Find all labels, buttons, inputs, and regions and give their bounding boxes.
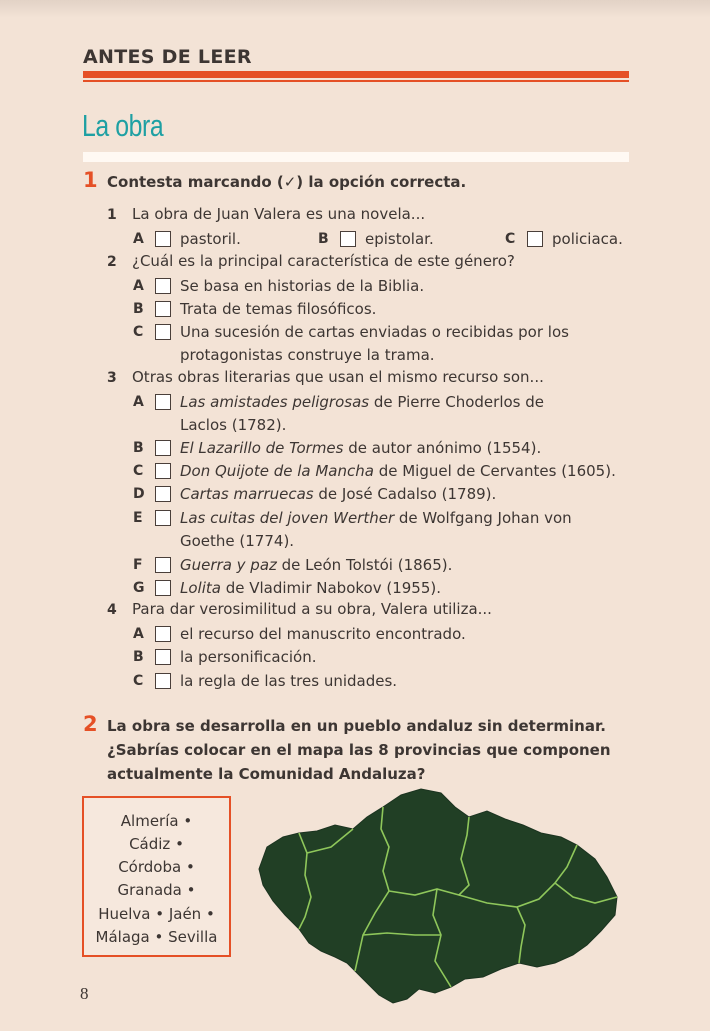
option-letter: B <box>133 649 144 665</box>
book-title: Cartas marruecas <box>180 485 314 503</box>
option-letter: D <box>133 486 145 502</box>
checkbox[interactable] <box>155 278 171 294</box>
q3-option-b[interactable] <box>133 439 541 460</box>
option-letter: C <box>133 673 144 689</box>
book-author: de José Cadalso (1789). <box>313 485 497 503</box>
q3-option-g[interactable] <box>133 579 441 600</box>
exercise-2-line-2: ¿Sabrías colocar en el mapa las 8 provincias que componen <box>107 741 611 759</box>
checkbox[interactable] <box>155 301 171 317</box>
option-text <box>180 391 544 437</box>
option-text <box>180 554 452 577</box>
section-rule-thick <box>83 71 629 78</box>
q4-option-b[interactable] <box>133 648 316 669</box>
q2-option-c[interactable] <box>133 323 569 367</box>
option-text: policiaca. <box>552 230 623 248</box>
option-text: pastoril. <box>180 230 241 248</box>
book-title: Don Quijote de la Mancha <box>180 462 374 480</box>
heading-underline-band <box>83 152 629 162</box>
book-author: de Miguel de Cervantes (1605). <box>373 462 616 480</box>
book-author: de autor anónimo (1554). <box>343 439 542 457</box>
option-letter: B <box>318 231 329 247</box>
book-title: Guerra y paz <box>180 556 277 574</box>
option-text <box>180 483 496 506</box>
question-3-number: 3 <box>107 370 117 386</box>
checkbox[interactable] <box>155 626 171 642</box>
q1-option-c[interactable] <box>505 230 623 251</box>
exercise-1-instruction: Contesta marcando (✓) la opción correcta. <box>107 173 467 191</box>
option-letter: B <box>133 440 144 456</box>
option-text: la regla de las tres unidades. <box>180 672 398 690</box>
checkbox[interactable] <box>155 649 171 665</box>
q4-option-c[interactable] <box>133 672 397 693</box>
book-author: de Vladimir Nabokov (1955). <box>220 579 441 597</box>
book-title: El Lazarillo de Tormes <box>180 439 344 457</box>
checkbox[interactable] <box>155 486 171 502</box>
checkbox[interactable] <box>155 394 171 410</box>
option-text: Trata de temas filosóficos. <box>180 300 377 318</box>
section-rule-thin <box>83 80 629 82</box>
option-text: Se basa en historias de la Biblia. <box>180 277 425 295</box>
book-author: de Pierre Choderlos de <box>369 393 544 411</box>
option-letter: A <box>133 394 144 410</box>
checkbox[interactable] <box>155 673 171 689</box>
option-text: la personificación. <box>180 648 317 666</box>
option-letter: E <box>133 510 143 526</box>
checkbox[interactable] <box>155 463 171 479</box>
option-letter: C <box>505 231 516 247</box>
option-letter: G <box>133 580 145 596</box>
checkbox[interactable] <box>155 580 171 596</box>
book-author: de Wolfgang Johan von <box>394 509 572 527</box>
book-title: Las amistades peligrosas <box>180 393 370 411</box>
option-text-line2: protagonistas construye la trama. <box>180 346 435 364</box>
exercise-2-number: 2 <box>83 712 98 736</box>
q3-option-e[interactable] <box>133 509 572 553</box>
book-title: Las cuitas del joven Werther <box>180 509 395 527</box>
checkbox[interactable] <box>155 231 171 247</box>
option-text: epistolar. <box>365 230 434 248</box>
option-letter: C <box>133 463 144 479</box>
option-text <box>180 460 616 483</box>
option-letter: C <box>133 324 144 340</box>
province-list-item: Cádiz • <box>129 835 184 853</box>
option-text <box>180 507 572 553</box>
andalusia-map <box>255 785 625 1005</box>
question-2-number: 2 <box>107 254 117 270</box>
checkbox[interactable] <box>155 510 171 526</box>
question-4-number: 4 <box>107 602 117 618</box>
q2-option-b[interactable] <box>133 300 376 321</box>
option-letter: B <box>133 301 144 317</box>
q2-option-a[interactable] <box>133 277 424 298</box>
q3-option-f[interactable] <box>133 556 452 577</box>
province-list-item: Almería • <box>120 812 193 830</box>
option-letter: A <box>133 278 144 294</box>
andalusia-outline <box>259 789 617 1003</box>
option-text <box>180 437 541 460</box>
exercise-2-line-1: La obra se desarrolla en un pueblo andaluz sin determinar. <box>107 717 606 735</box>
book-author-line2: Laclos (1782). <box>180 416 287 434</box>
q3-option-c[interactable] <box>133 462 616 483</box>
page-heading: La obra <box>82 108 164 143</box>
option-text <box>180 321 569 367</box>
q1-option-a[interactable] <box>133 230 241 251</box>
question-4-text: Para dar verosimilitud a su obra, Valera utiliza... <box>132 600 492 618</box>
page-number: 8 <box>80 984 89 1003</box>
q3-option-a[interactable] <box>133 393 544 437</box>
option-letter: A <box>133 231 144 247</box>
book-author-line2: Goethe (1774). <box>180 532 295 550</box>
province-list-item: Granada • <box>117 881 196 899</box>
question-3-text: Otras obras literarias que usan el mismo recurso son... <box>132 368 544 386</box>
page-top-shadow <box>0 0 710 18</box>
province-list-item: Córdoba • <box>118 858 195 876</box>
option-text <box>180 577 441 600</box>
exercise-1-number: 1 <box>83 168 98 192</box>
exercise-2-line-3: actualmente la Comunidad Andaluza? <box>107 765 426 783</box>
book-title: Lolita <box>180 579 221 597</box>
section-title: ANTES DE LEER <box>83 46 252 68</box>
question-1-text: La obra de Juan Valera es una novela... <box>132 205 426 223</box>
checkbox[interactable] <box>155 440 171 456</box>
checkbox[interactable] <box>155 557 171 573</box>
checkbox[interactable] <box>340 231 356 247</box>
question-2-text: ¿Cuál es la principal característica de este género? <box>132 252 515 270</box>
option-text-line1: Una sucesión de cartas enviadas o recibidas por los <box>180 323 569 341</box>
province-list-item: Huelva • Jaén • <box>98 905 215 923</box>
option-letter: A <box>133 626 144 642</box>
q4-option-a[interactable] <box>133 625 466 646</box>
option-text: el recurso del manuscrito encontrado. <box>180 625 466 643</box>
q1-option-b[interactable] <box>318 230 434 251</box>
option-letter: F <box>133 557 143 573</box>
q3-option-d[interactable] <box>133 485 496 506</box>
checkbox[interactable] <box>527 231 543 247</box>
question-1-number: 1 <box>107 207 117 223</box>
book-author: de León Tolstói (1865). <box>276 556 453 574</box>
checkbox[interactable] <box>155 324 171 340</box>
province-list-item: Málaga • Sevilla <box>95 928 218 946</box>
